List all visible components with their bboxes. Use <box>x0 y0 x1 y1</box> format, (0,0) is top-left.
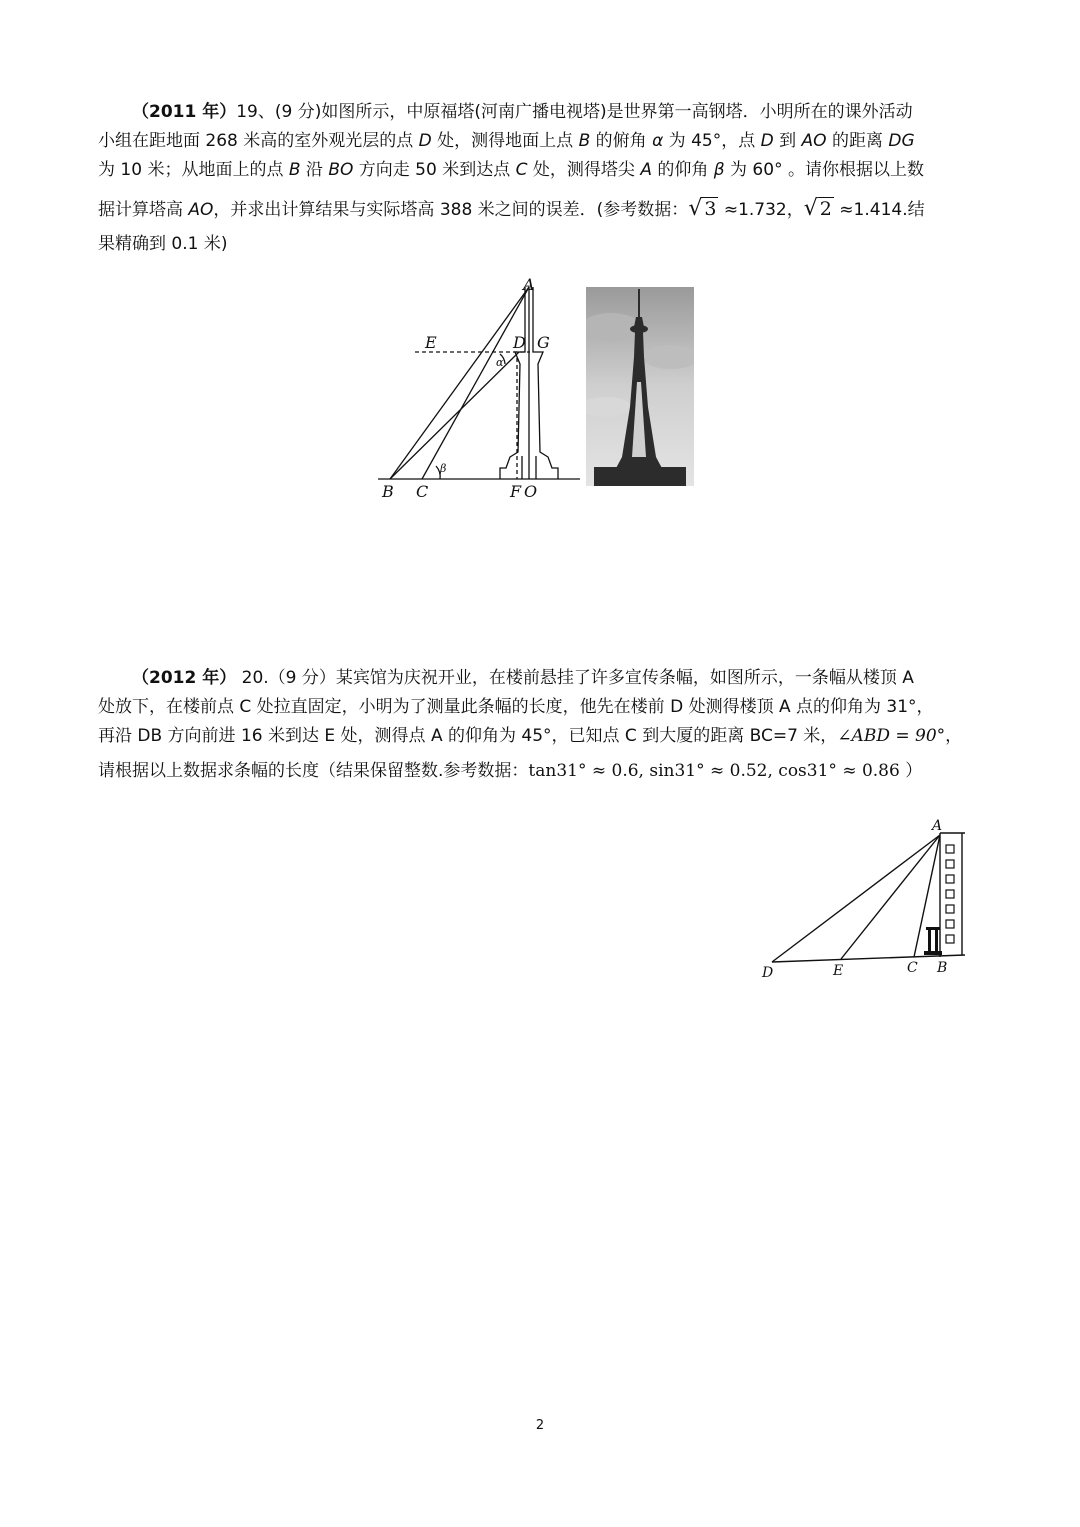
tower-photo <box>586 287 694 486</box>
text-segment: 方向走 50 米到达点 <box>353 160 516 180</box>
math-var: A <box>640 160 652 180</box>
sqrt-2: √ 2 <box>803 196 832 221</box>
tower-outline-right <box>533 287 558 479</box>
label-C: C <box>416 482 429 501</box>
tower-geometry-diagram <box>370 272 585 504</box>
label-beta: β <box>440 462 447 475</box>
text-segment: 沿 <box>300 160 329 180</box>
angle-abd: ∠ABD = 90° <box>837 726 946 746</box>
math-var: DG <box>888 131 915 151</box>
text-segment: 处，测得塔尖 <box>527 160 641 180</box>
line-D-A <box>772 835 940 962</box>
problem-2011 <box>98 98 982 259</box>
text-segment: 再沿 DB 方向前进 16 米到达 E 处，测得点 A 的仰角为 45°，已知点 C 到大厦的距离 BC=7 米， <box>98 726 838 746</box>
math-var: β <box>713 160 725 180</box>
building-entrance <box>924 927 942 955</box>
text-segment: 的俯角 <box>590 131 653 151</box>
page-number: 2 <box>535 1418 545 1433</box>
label-E: E <box>833 963 844 979</box>
math-var: B <box>288 160 301 180</box>
text-segment: 小组在距地面 268 米高的室外观光层的点 <box>98 131 419 151</box>
text-segment: ） <box>899 761 923 781</box>
problem-2012-line-4 <box>98 751 982 791</box>
radicand: 3 <box>704 198 717 220</box>
text-segment: 处，测得地面上点 <box>431 131 579 151</box>
line-C-A <box>422 287 529 479</box>
label-D: D <box>762 965 774 981</box>
line-B-A <box>390 287 529 479</box>
text-segment: ≈1.414.结 <box>833 200 925 220</box>
line-B-D <box>390 352 519 479</box>
sqrt-3: √ 3 <box>688 196 717 221</box>
math-var: BO <box>328 160 354 180</box>
problem-2012-line-1 <box>98 664 982 693</box>
text-segment: ≈1.732， <box>718 200 804 220</box>
radicand: 2 <box>819 198 832 220</box>
text-segment: 到 <box>773 131 802 151</box>
label-G: G <box>537 333 550 352</box>
problem-2011-line-2 <box>98 127 982 156</box>
text-segment: 20.（9 分）某宾馆为庆祝开业，在楼前悬挂了许多宣传条幅，如图所示，一条幅从楼顶 A <box>236 668 914 688</box>
year-label-2012: （2012 年） <box>132 668 237 688</box>
text-segment: 请根据以上数据求条幅的长度（结果保留整数.参考数据： <box>98 761 529 781</box>
label-C: C <box>907 960 918 976</box>
problem-2012 <box>98 664 982 791</box>
label-B: B <box>937 960 948 976</box>
math-var: C <box>515 160 528 180</box>
text-segment: 19、(9 分)如图所示，中原福塔(河南广播电视塔)是世界第一高钢塔．小明所在的课外活动 <box>236 102 913 122</box>
label-O: O <box>524 482 538 501</box>
building-windows <box>946 845 954 943</box>
text-segment: 的距离 <box>826 131 889 151</box>
label-D: D <box>513 333 526 352</box>
problem-2011-line-1 <box>98 98 982 127</box>
problem-2012-line-3 <box>98 722 982 751</box>
reference-data: tan31° ≈ 0.6, sin31° ≈ 0.52, cos31° ≈ 0.86 <box>528 761 900 781</box>
text-segment: ，并求出计算结果与实际塔高 388 米之间的误差．(参考数据： <box>213 200 689 220</box>
math-var: α <box>652 131 664 151</box>
label-A: A <box>523 275 535 294</box>
problem-2012-line-2 <box>98 693 982 722</box>
problem-2011-line-4 <box>98 185 982 234</box>
text-segment: 为 45°，点 <box>663 131 761 151</box>
text-segment: 的仰角 <box>651 160 714 180</box>
math-var: D <box>418 131 432 151</box>
text-segment: 处放下，在楼前点 C 处拉直固定，小明为了测量此条幅的长度，他先在楼前 D 处测得楼顶 A 点的仰角为 31°， <box>98 697 934 717</box>
math-var: AO <box>188 200 214 220</box>
line-E-A <box>841 835 940 959</box>
building-banner-diagram <box>750 815 975 985</box>
math-var: AO <box>801 131 827 151</box>
label-B: B <box>382 482 394 501</box>
label-A: A <box>932 818 943 834</box>
math-var: D <box>760 131 774 151</box>
text-segment: 据计算塔高 <box>98 200 189 220</box>
problem-2011-line-3 <box>98 156 982 185</box>
text-segment: 果精确到 0.1 米) <box>98 234 228 254</box>
text-segment: 为 10 米；从地面上的点 <box>98 160 289 180</box>
problem-2011-line-5 <box>98 230 982 259</box>
text-segment: 为 60° 。请你根据以上数 <box>724 160 924 180</box>
label-F: F <box>510 482 522 501</box>
label-alpha: α <box>496 356 504 369</box>
text-segment: ， <box>945 726 963 746</box>
label-E: E <box>425 333 437 352</box>
math-var: B <box>578 131 591 151</box>
year-label-2011: （2011 年） <box>132 102 237 122</box>
